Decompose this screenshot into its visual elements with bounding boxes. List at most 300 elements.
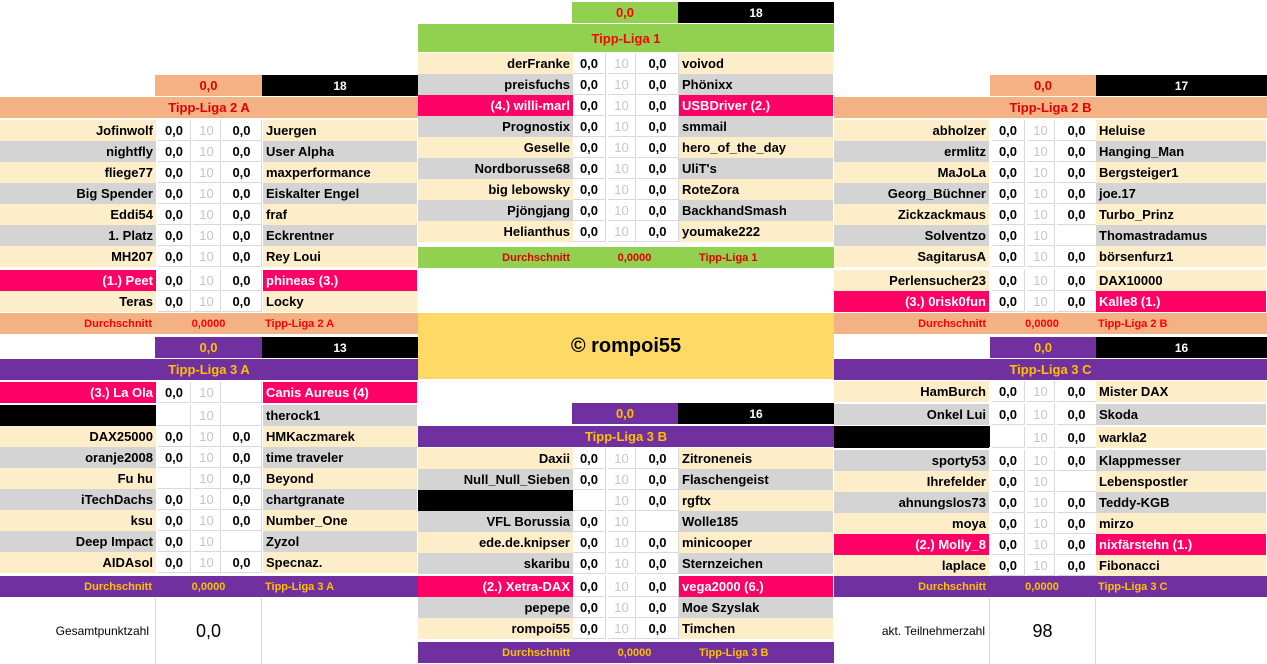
match-number: 10 [608, 618, 636, 639]
home-score: 0,0 [992, 534, 1025, 555]
home-score: 0,0 [992, 120, 1025, 141]
tl2a-score: 0,0 [155, 75, 262, 96]
home-score: 0,0 [158, 120, 191, 141]
match-number: 10 [193, 246, 221, 267]
match-number: 10 [608, 74, 636, 95]
home-player[interactable]: (1.) Peet [0, 270, 156, 291]
match-number: 10 [193, 162, 221, 183]
away-score: 0,0 [637, 576, 679, 597]
home-score [158, 405, 191, 426]
home-score [158, 468, 191, 489]
away-score: 0,0 [222, 489, 262, 510]
match-number: 10 [193, 141, 221, 162]
away-player[interactable]: User Alpha [263, 141, 417, 162]
away-player[interactable]: nixfärstehn (1.) [1096, 534, 1266, 555]
match-number: 10 [1027, 120, 1055, 141]
away-player[interactable]: joe.17 [1096, 183, 1266, 204]
match-number: 10 [1027, 450, 1055, 471]
home-player[interactable]: preisfuchs [418, 74, 573, 95]
home-score: 0,0 [573, 532, 606, 553]
away-player[interactable]: Klappmesser [1096, 450, 1266, 471]
home-score: 0,0 [158, 246, 191, 267]
away-player[interactable]: Zitroneneis [679, 448, 833, 469]
match-number: 10 [193, 270, 221, 291]
away-player[interactable]: voivod [679, 53, 833, 74]
home-score: 0,0 [158, 162, 191, 183]
home-player[interactable] [418, 490, 573, 511]
black-spacer [834, 426, 990, 447]
away-score: 0,0 [637, 532, 679, 553]
home-score: 0,0 [158, 291, 191, 312]
home-player[interactable]: rompoi55 [418, 618, 573, 639]
away-score [1057, 225, 1097, 246]
home-player[interactable]: 1. Platz [0, 225, 156, 246]
away-player[interactable]: Beyond [263, 468, 417, 489]
home-player[interactable]: moya [834, 513, 989, 534]
away-score: 0,0 [222, 141, 262, 162]
home-player[interactable]: Geselle [418, 137, 573, 158]
tl3b-avg-label: Durchschnitt [418, 642, 573, 663]
home-player[interactable]: HamBurch [834, 381, 989, 402]
away-score: 0,0 [1057, 246, 1097, 267]
match-number: 10 [193, 510, 221, 531]
away-score: 0,0 [637, 597, 679, 618]
away-score [1057, 471, 1097, 492]
match-number: 10 [608, 116, 636, 137]
match-number: 10 [1027, 427, 1055, 448]
match-number: 10 [608, 95, 636, 116]
away-score: 0,0 [1057, 270, 1097, 291]
away-score: 0,0 [637, 490, 679, 511]
home-score: 0,0 [573, 618, 606, 639]
away-player[interactable]: Teddy-KGB [1096, 492, 1266, 513]
away-score: 0,0 [222, 552, 262, 573]
home-player[interactable]: Pjöngjang [418, 200, 573, 221]
tl3b-score: 0,0 [572, 403, 678, 424]
home-score: 0,0 [158, 510, 191, 531]
home-score: 0,0 [992, 450, 1025, 471]
home-player[interactable]: VFL Borussia [418, 511, 573, 532]
match-number: 10 [1027, 404, 1055, 425]
home-player[interactable]: Onkel Lui [834, 404, 989, 425]
home-score: 0,0 [992, 246, 1025, 267]
participants-label: akt. Teilnehmerzahl [834, 598, 990, 664]
tl3c-count: 16 [1096, 337, 1267, 358]
away-score: 0,0 [637, 158, 679, 179]
home-score: 0,0 [573, 576, 606, 597]
away-score: 0,0 [222, 204, 262, 225]
tl2b-avg-label: Durchschnitt [834, 313, 989, 334]
home-score: 0,0 [158, 531, 191, 552]
away-player[interactable]: Canis Aureus (4) [263, 382, 417, 403]
match-number: 10 [193, 405, 221, 426]
home-player[interactable]: Perlensucher23 [834, 270, 989, 291]
away-player[interactable]: Bergsteiger1 [1096, 162, 1266, 183]
tl1-league: Tipp-Liga 1 [696, 247, 834, 268]
away-player[interactable]: phineas (3.) [263, 270, 417, 291]
away-player[interactable]: therock1 [263, 405, 417, 426]
away-player[interactable]: Juergen [263, 120, 417, 141]
away-score: 0,0 [1057, 555, 1097, 576]
match-number: 10 [193, 489, 221, 510]
home-player[interactable]: skaribu [418, 553, 573, 574]
away-player[interactable]: Kalle8 (1.) [1096, 291, 1266, 312]
away-player[interactable]: Flaschengeist [679, 469, 833, 490]
match-number: 10 [193, 204, 221, 225]
away-player[interactable]: HMKaczmarek [263, 426, 417, 447]
home-score: 0,0 [158, 426, 191, 447]
home-player[interactable]: ermlitz [834, 141, 989, 162]
tl2a-league: Tipp-Liga 2 A [262, 313, 418, 334]
away-player[interactable]: DAX10000 [1096, 270, 1266, 291]
away-player[interactable]: Moe Szyslak [679, 597, 833, 618]
away-score [637, 511, 679, 532]
home-score: 0,0 [573, 553, 606, 574]
away-score: 0,0 [637, 74, 679, 95]
home-score: 0,0 [992, 513, 1025, 534]
match-number: 10 [193, 426, 221, 447]
tl1-avg-label: Durchschnitt [418, 247, 573, 268]
home-player[interactable]: nightfly [0, 141, 156, 162]
home-player[interactable]: (2.) Molly_8 [834, 534, 989, 555]
tl2b-score: 0,0 [990, 75, 1096, 96]
home-score: 0,0 [573, 469, 606, 490]
home-player[interactable]: oranje2008 [0, 447, 156, 468]
home-score: 0,0 [573, 179, 606, 200]
home-player[interactable]: Jofinwolf [0, 120, 156, 141]
home-player[interactable]: ksu [0, 510, 156, 531]
away-player[interactable]: Hanging_Man [1096, 141, 1266, 162]
match-number: 10 [608, 179, 636, 200]
away-score: 0,0 [637, 469, 679, 490]
home-player[interactable]: DAX25000 [0, 426, 156, 447]
away-player[interactable]: warkla2 [1096, 427, 1266, 448]
home-player[interactable]: SagitarusA [834, 246, 989, 267]
away-score: 0,0 [222, 120, 262, 141]
home-score: 0,0 [573, 221, 606, 242]
away-player[interactable]: mirzo [1096, 513, 1266, 534]
home-player[interactable]: (3.) La Ola [0, 382, 156, 403]
home-score: 0,0 [573, 116, 606, 137]
home-score: 0,0 [992, 225, 1025, 246]
match-number: 10 [608, 221, 636, 242]
away-score: 0,0 [222, 291, 262, 312]
home-player[interactable]: Fu hu [0, 468, 156, 489]
away-player[interactable]: Number_One [263, 510, 417, 531]
home-player[interactable]: derFranke [418, 53, 573, 74]
home-score [573, 490, 606, 511]
match-number: 10 [1027, 513, 1055, 534]
tl3c-league: Tipp-Liga 3 C [1095, 576, 1267, 597]
away-score: 0,0 [637, 137, 679, 158]
away-score: 0,0 [222, 426, 262, 447]
away-score [222, 405, 262, 426]
home-score: 0,0 [573, 53, 606, 74]
away-player[interactable]: fraf [263, 204, 417, 225]
away-player[interactable]: Wolle185 [679, 511, 833, 532]
away-score: 0,0 [1057, 162, 1097, 183]
total-points-label: Gesamtpunktzahl [0, 598, 156, 664]
away-score: 0,0 [1057, 513, 1097, 534]
home-player[interactable]: Teras [0, 291, 156, 312]
match-number: 10 [1027, 162, 1055, 183]
home-score: 0,0 [158, 552, 191, 573]
home-score: 0,0 [992, 270, 1025, 291]
match-number: 10 [193, 382, 221, 403]
away-player[interactable]: Zyzol [263, 531, 417, 552]
home-score: 0,0 [992, 471, 1025, 492]
match-number: 10 [1027, 534, 1055, 555]
tl1-title: Tipp-Liga 1 [418, 24, 834, 52]
home-player[interactable]: (4.) willi-marl [418, 95, 573, 116]
tl3b-avg: 0,0000 [573, 642, 696, 663]
tl3c-avg-label: Durchschnitt [834, 576, 989, 597]
away-score: 0,0 [222, 447, 262, 468]
home-score: 0,0 [573, 597, 606, 618]
tl3c-avg: 0,0000 [989, 576, 1095, 597]
away-player[interactable]: BackhandSmash [679, 200, 833, 221]
home-score: 0,0 [992, 141, 1025, 162]
away-player[interactable]: Phönixx [679, 74, 833, 95]
tl3b-count: 16 [678, 403, 834, 424]
match-number: 10 [193, 552, 221, 573]
match-number: 10 [1027, 555, 1055, 576]
home-score: 0,0 [158, 141, 191, 162]
match-number: 10 [1027, 471, 1055, 492]
home-score: 0,0 [573, 200, 606, 221]
away-player[interactable]: Fibonacci [1096, 555, 1266, 576]
away-score: 0,0 [637, 200, 679, 221]
home-player[interactable]: (3.) 0risk0fun [834, 291, 989, 312]
tl2b-count: 17 [1096, 75, 1267, 96]
total-points-value: 0,0 [156, 598, 262, 664]
away-score: 0,0 [222, 183, 262, 204]
home-player[interactable]: Nordborusse68 [418, 158, 573, 179]
home-player[interactable]: sporty53 [834, 450, 989, 471]
home-score: 0,0 [992, 404, 1025, 425]
match-number: 10 [1027, 291, 1055, 312]
away-player[interactable]: Lebenspostler [1096, 471, 1266, 492]
match-number: 10 [608, 158, 636, 179]
match-number: 10 [608, 200, 636, 221]
tl3a-league: Tipp-Liga 3 A [262, 576, 418, 597]
match-number: 10 [1027, 183, 1055, 204]
away-player[interactable]: Skoda [1096, 404, 1266, 425]
home-score: 0,0 [573, 511, 606, 532]
tl3b-title: Tipp-Liga 3 B [418, 426, 834, 447]
away-score: 0,0 [1057, 427, 1097, 448]
away-player[interactable]: USBDriver (2.) [679, 95, 833, 116]
match-number: 10 [193, 291, 221, 312]
away-player[interactable]: chartgranate [263, 489, 417, 510]
away-score: 0,0 [637, 448, 679, 469]
match-number: 10 [608, 532, 636, 553]
away-score: 0,0 [1057, 183, 1097, 204]
away-player[interactable]: time traveler [263, 447, 417, 468]
tl3a-avg: 0,0000 [155, 576, 262, 597]
match-number: 10 [608, 448, 636, 469]
home-score: 0,0 [992, 555, 1025, 576]
tl1-score: 0,0 [572, 2, 678, 23]
tl3a-score: 0,0 [155, 337, 262, 358]
match-number: 10 [1027, 270, 1055, 291]
away-player[interactable]: maxperformance [263, 162, 417, 183]
away-score: 0,0 [1057, 204, 1097, 225]
away-score: 0,0 [1057, 381, 1097, 402]
match-number: 10 [1027, 381, 1055, 402]
away-player[interactable]: Timchen [679, 618, 833, 639]
away-score [222, 531, 262, 552]
home-player[interactable]: Deep Impact [0, 531, 156, 552]
home-score: 0,0 [158, 489, 191, 510]
home-player[interactable]: pepepe [418, 597, 573, 618]
away-score: 0,0 [222, 270, 262, 291]
home-player[interactable]: (2.) Xetra-DAX [418, 576, 573, 597]
home-player[interactable]: AIDAsol [0, 552, 156, 573]
away-score: 0,0 [222, 162, 262, 183]
home-score: 0,0 [158, 183, 191, 204]
home-player[interactable]: Prognostix [418, 116, 573, 137]
tl3c-score: 0,0 [990, 337, 1096, 358]
away-player[interactable]: Specnaz. [263, 552, 417, 573]
home-player[interactable]: abholzer [834, 120, 989, 141]
tl2b-title: Tipp-Liga 2 B [834, 97, 1267, 118]
tl2a-count: 18 [262, 75, 418, 96]
tl3a-count: 13 [262, 337, 418, 358]
away-score: 0,0 [222, 246, 262, 267]
away-score: 0,0 [222, 225, 262, 246]
match-number: 10 [1027, 204, 1055, 225]
home-score: 0,0 [992, 204, 1025, 225]
away-player[interactable]: Sternzeichen [679, 553, 833, 574]
home-score: 0,0 [158, 447, 191, 468]
home-score: 0,0 [573, 95, 606, 116]
match-number: 10 [1027, 246, 1055, 267]
home-player[interactable]: MH207 [0, 246, 156, 267]
home-score: 0,0 [158, 382, 191, 403]
home-player[interactable]: iTechDachs [0, 489, 156, 510]
home-player[interactable]: Zickzackmaus [834, 204, 989, 225]
away-score: 0,0 [1057, 404, 1097, 425]
home-player[interactable]: Eddi54 [0, 204, 156, 225]
home-score: 0,0 [992, 183, 1025, 204]
away-player[interactable]: Rey Loui [263, 246, 417, 267]
match-number: 10 [193, 183, 221, 204]
away-player[interactable]: youmake222 [679, 221, 833, 242]
away-player[interactable]: Mister DAX [1096, 381, 1266, 402]
away-player[interactable]: börsenfurz1 [1096, 246, 1266, 267]
away-score: 0,0 [1057, 141, 1097, 162]
away-player[interactable]: Thomastradamus [1096, 225, 1266, 246]
home-score [992, 427, 1025, 448]
away-score: 0,0 [637, 221, 679, 242]
tl1-count: 18 [678, 2, 834, 23]
home-player[interactable]: Helianthus [418, 221, 573, 242]
away-player[interactable]: RoteZora [679, 179, 833, 200]
away-player[interactable]: Eckrentner [263, 225, 417, 246]
away-player[interactable]: smmail [679, 116, 833, 137]
match-number: 10 [608, 576, 636, 597]
home-player[interactable]: MaJoLa [834, 162, 989, 183]
away-player[interactable]: Turbo_Prinz [1096, 204, 1266, 225]
home-player[interactable]: ahnungslos73 [834, 492, 989, 513]
match-number: 10 [193, 468, 221, 489]
home-score: 0,0 [158, 270, 191, 291]
match-number: 10 [193, 225, 221, 246]
away-player[interactable]: Heluise [1096, 120, 1266, 141]
tl3c-title: Tipp-Liga 3 C [834, 359, 1267, 380]
match-number: 10 [193, 447, 221, 468]
home-score: 0,0 [573, 158, 606, 179]
copyright-banner: © rompoi55 [418, 313, 834, 379]
away-score: 0,0 [1057, 291, 1097, 312]
tl2b-avg: 0,0000 [989, 313, 1095, 334]
home-score: 0,0 [158, 204, 191, 225]
home-player[interactable]: laplace [834, 555, 989, 576]
match-number: 10 [608, 469, 636, 490]
match-number: 10 [1027, 492, 1055, 513]
home-player[interactable]: ede.de.knipser [418, 532, 573, 553]
match-number: 10 [608, 597, 636, 618]
away-score: 0,0 [637, 179, 679, 200]
away-player[interactable]: vega2000 (6.) [679, 576, 833, 597]
match-number: 10 [608, 53, 636, 74]
tl2b-league: Tipp-Liga 2 B [1095, 313, 1267, 334]
away-score: 0,0 [1057, 450, 1097, 471]
away-player[interactable]: Eiskalter Engel [263, 183, 417, 204]
home-player[interactable]: Solventzo [834, 225, 989, 246]
tl3b-league: Tipp-Liga 3 B [696, 642, 834, 663]
home-player[interactable] [0, 405, 156, 426]
away-score: 0,0 [637, 116, 679, 137]
away-score: 0,0 [637, 53, 679, 74]
home-player[interactable]: Big Spender [0, 183, 156, 204]
away-score: 0,0 [637, 618, 679, 639]
participants-value: 98 [990, 598, 1096, 664]
match-number: 10 [608, 137, 636, 158]
home-player[interactable]: fliege77 [0, 162, 156, 183]
tl2a-title: Tipp-Liga 2 A [0, 97, 418, 118]
away-score [222, 382, 262, 403]
match-number: 10 [193, 120, 221, 141]
home-player[interactable]: Georg_Büchner [834, 183, 989, 204]
home-player[interactable]: Ihrefelder [834, 471, 989, 492]
tl3a-title: Tipp-Liga 3 A [0, 359, 418, 380]
tl2a-avg: 0,0000 [155, 313, 262, 334]
away-player[interactable]: hero_of_the_day [679, 137, 833, 158]
home-player[interactable]: Null_Null_Sieben [418, 469, 573, 490]
away-player[interactable]: Locky [263, 291, 417, 312]
match-number: 10 [608, 490, 636, 511]
away-score: 0,0 [1057, 120, 1097, 141]
match-number: 10 [1027, 141, 1055, 162]
home-score: 0,0 [573, 137, 606, 158]
away-score: 0,0 [222, 510, 262, 531]
away-score: 0,0 [1057, 534, 1097, 555]
away-player[interactable]: minicooper [679, 532, 833, 553]
home-player[interactable]: Daxii [418, 448, 573, 469]
away-player[interactable]: UliT's [679, 158, 833, 179]
away-player[interactable]: rgftx [679, 490, 833, 511]
home-player[interactable]: big lebowsky [418, 179, 573, 200]
home-score: 0,0 [158, 225, 191, 246]
tl3a-avg-label: Durchschnitt [0, 576, 155, 597]
match-number: 10 [608, 511, 636, 532]
away-score: 0,0 [637, 95, 679, 116]
home-score: 0,0 [992, 162, 1025, 183]
match-number: 10 [608, 553, 636, 574]
match-number: 10 [1027, 225, 1055, 246]
